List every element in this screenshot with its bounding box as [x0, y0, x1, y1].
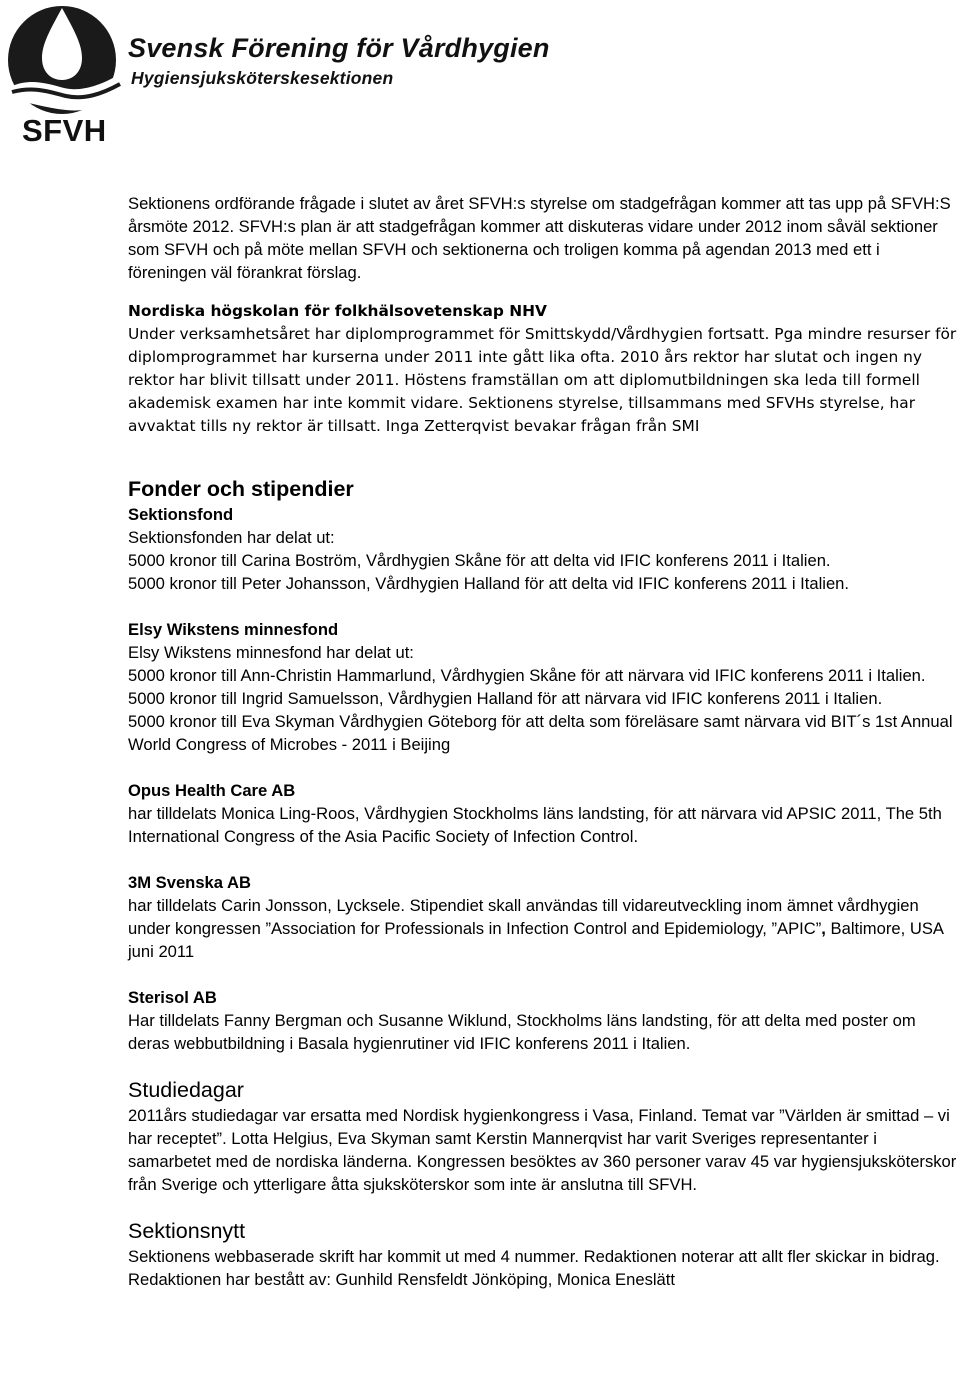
- threem-text: har tilldelats Carin Jonsson, Lycksele. Stipendiet skall användas till vidareutveckling inom ämnet vårdhygien under kongressen ”Association for Professionals in Infection Control and Epidemiology, ”APIC”: [128, 896, 919, 938]
- sektionsfond-item: 5000 kronor till Carina Boström, Vårdhygien Skåne för att delta vid IFIC konferens 2011 i Italien.: [128, 551, 831, 570]
- nhv-heading: Nordiska högskolan för folkhälsovetenskap NHV: [128, 302, 547, 320]
- sterisol-heading: Sterisol AB: [128, 988, 217, 1007]
- intro-paragraph: Sektionens ordförande frågade i slutet av året SFVH:s styrelse om stadgefrågan kommer att tas upp på SFVH:S årsmöte 2012. SFVH:s plan är att stadgefrågan kommer att diskuteras vidare under 2012 inom såväl sektioner som SFVH och på möte mellan SFVH och sektionerna och troligen komma på agendan 2013 med ett i föreningen väl förankrat förslag.: [128, 194, 951, 282]
- elsy-heading: Elsy Wikstens minnesfond: [128, 620, 339, 639]
- sektionsfond-heading: Sektionsfond: [128, 505, 234, 524]
- sterisol-paragraph: Har tilldelats Fanny Bergman och Susanne Wiklund, Stockholms läns landsting, för att delta med poster om deras webbutbildning i Basala hygienrutiner vid IFIC konferens 2011 i Italien.: [128, 1011, 916, 1053]
- elsy-item: 5000 kronor till Ingrid Samuelsson, Vårdhygien Halland för att närvara vid IFIC konferens 2011 i Italien.: [128, 689, 883, 708]
- fonder-heading: Fonder och stipendier: [128, 477, 354, 501]
- elsy-intro: Elsy Wikstens minnesfond har delat ut:: [128, 643, 414, 662]
- organization-abbreviation: SFVH: [22, 113, 107, 148]
- sektionsnytt-paragraph: Sektionens webbaserade skrift har kommit ut med 4 nummer. Redaktionen noterar att allt fler skickar in bidrag. Redaktionen har bestått av: Gunhild Rensfeldt Jönköping, Monica Eneslätt: [128, 1247, 940, 1289]
- elsy-item: 5000 kronor till Ann-Christin Hammarlund, Vårdhygien Skåne för att närvara vid IFIC konferens 2011 i Italien.: [128, 666, 926, 685]
- opus-heading: Opus Health Care AB: [128, 781, 296, 800]
- threem-paragraph: [128, 894, 958, 963]
- studiedagar-heading: Studiedagar: [128, 1078, 244, 1102]
- sektionsnytt-heading: Sektionsnytt: [128, 1219, 246, 1243]
- document-header: [0, 0, 960, 160]
- sfvh-logo-icon: [4, 0, 128, 118]
- sektionsfond-intro: Sektionsfonden har delat ut:: [128, 528, 335, 547]
- opus-paragraph: har tilldelats Monica Ling-Roos, Vårdhygien Stockholms läns landsting, för att närvara vid APSIC 2011, The 5th International Congress of the Asia Pacific Society of Infection Control.: [128, 804, 942, 846]
- threem-heading: 3M Svenska AB: [128, 873, 251, 892]
- studiedagar-paragraph: 2011års studiedagar var ersatta med Nordisk hygienkongress i Vasa, Finland. Temat var ”Världen är smittad – vi har receptet”. Lotta Helgius, Eva Skyman samt Kerstin Mannerqvist har varit Sveriges representanter i samarbetet med de nordiska länderna. Kongressen besöktes av 360 personer varav 45 var hygiensjuksköterskor från Sverige och ytterligare åtta sjuksköterskor som inte är anslutna till SFVH.: [128, 1106, 957, 1194]
- threem-text-end: Baltimore, USA juni 2011: [128, 919, 944, 961]
- sektionsfond-item: 5000 kronor till Peter Johansson, Vårdhygien Halland för att delta vid IFIC konferens 2011 i Italien.: [128, 574, 850, 593]
- nhv-paragraph: Under verksamhetsåret har diplomprogrammet för Smittskydd/Vårdhygien fortsatt. Pga mindre resurser för diplomprogrammet har kurserna under 2011 inte gått lika ofta. 2010 års rektor har slutat och ingen ny rektor har blivit tillsatt under 2011. Höstens framställan om att diplomutbildningen ska leda till formell akademisk examen har inte kommit vidare. Sektionens styrelse, tillsammans med SFVHs styrelse, har avvaktat tills ny rektor är tillsatt. Inga Zetterqvist bevakar frågan från SMI: [128, 325, 957, 435]
- organization-name: Svensk Förening för Vårdhygien: [128, 33, 550, 63]
- document-body: [128, 192, 958, 1291]
- organization-section: Hygiensjuksköterskesektionen: [131, 68, 394, 88]
- threem-comma: ,: [821, 919, 826, 938]
- elsy-item: 5000 kronor till Eva Skyman Vårdhygien Göteborg för att delta som föreläsare samt närvara vid BIT´s 1st Annual World Congress of Microbes - 2011 i Beijing: [128, 712, 953, 754]
